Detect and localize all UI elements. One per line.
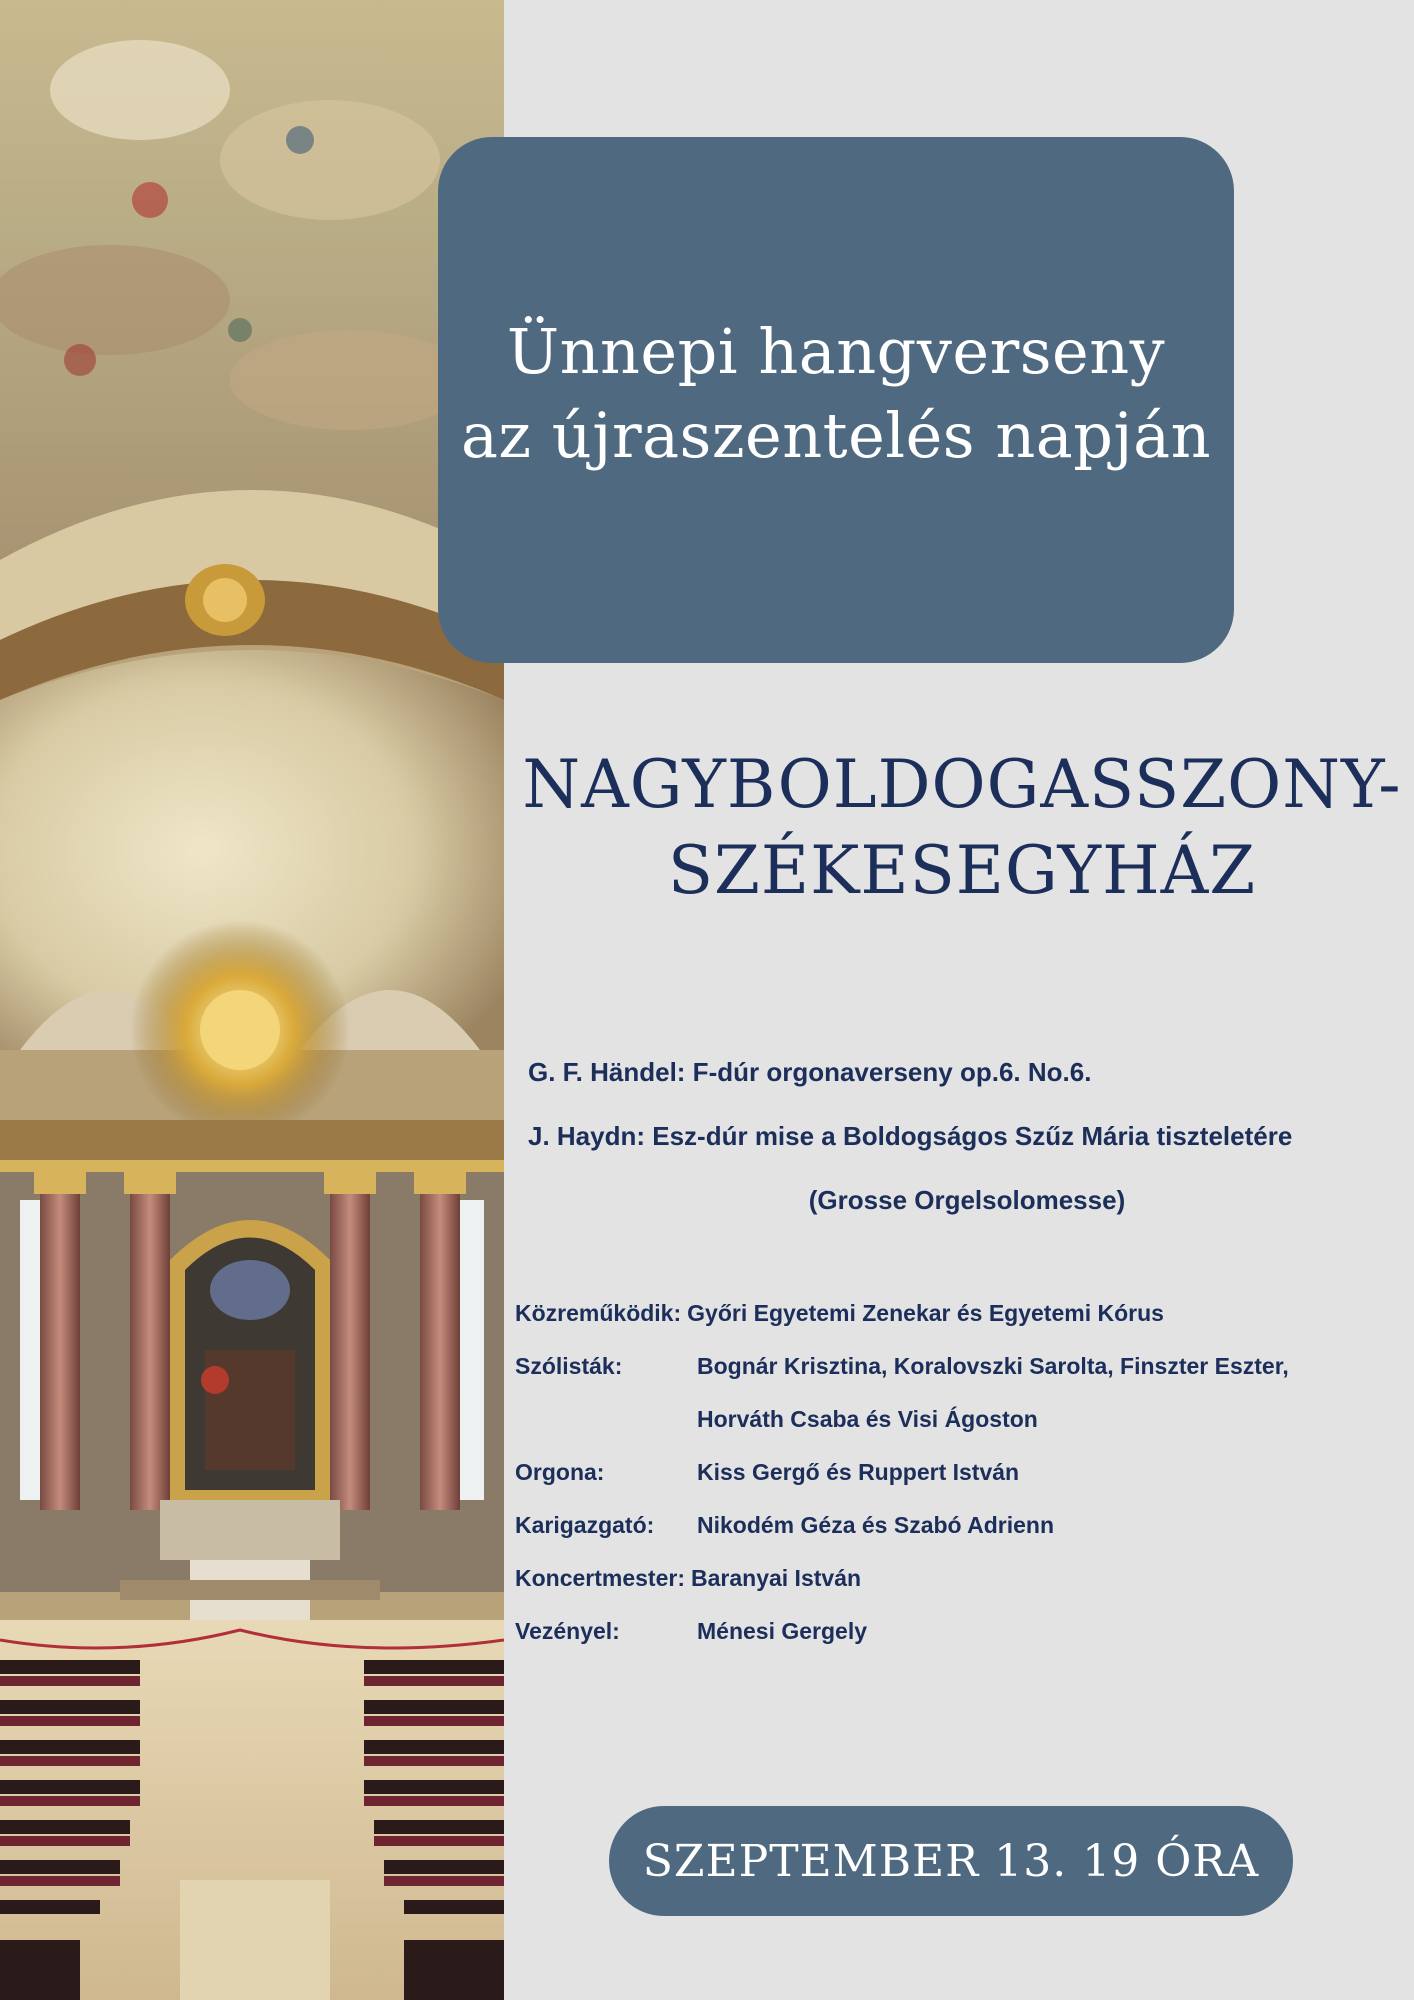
title-box	[438, 137, 1234, 663]
credit-value: Nikodém Géza és Szabó Adrienn	[697, 1512, 1055, 1538]
credit-label: Szólisták:	[515, 1353, 623, 1379]
credit-value: Kiss Gergő és Ruppert István	[697, 1459, 1020, 1485]
program-item-haydn: J. Haydn: Esz-dúr mise a Boldogságos Szűz Mária tiszteletére	[528, 1121, 1293, 1151]
credit-label: Orgona:	[515, 1459, 605, 1485]
date-text: SZEPTEMBER 13. 19 ÓRA	[642, 1835, 1260, 1887]
credit-value: Ménesi Gergely	[697, 1618, 868, 1644]
church-interior-illustration	[0, 0, 504, 2000]
credit-row-kozremukodik	[515, 1287, 1405, 1340]
credit-label: Közreműködik:	[515, 1300, 682, 1326]
church-interior-photo	[0, 0, 504, 2000]
program-item-handel: G. F. Händel: F-dúr orgonaverseny op.6. No.6.	[528, 1057, 1092, 1087]
title-line-1: Ünnepi hangverseny	[506, 315, 1166, 388]
credit-label: Karigazgató:	[515, 1512, 655, 1538]
credit-label	[515, 1393, 697, 1446]
credit-row-szolistak-cont	[515, 1393, 1405, 1446]
credit-value: Bognár Krisztina, Koralovszki Sarolta, Finszter Eszter,	[697, 1353, 1289, 1379]
program-list	[500, 1040, 1414, 1232]
title-line-2: az újraszentelés napján	[460, 399, 1212, 472]
credit-label: Vezényel:	[515, 1618, 620, 1644]
credit-value: Győri Egyetemi Zenekar és Egyetemi Kórus	[687, 1300, 1164, 1326]
date-badge	[609, 1806, 1293, 1916]
credit-row-vezenyel	[515, 1605, 1405, 1658]
credit-value: Horváth Csaba és Visi Ágoston	[697, 1406, 1038, 1432]
performers-list	[515, 1287, 1405, 1658]
credit-row-orgona	[515, 1446, 1405, 1499]
venue-heading	[520, 742, 1404, 914]
credit-row-koncertmester	[515, 1552, 1405, 1605]
venue-line-2: SZÉKESEGYHÁZ	[667, 832, 1257, 909]
credit-row-szolistak	[515, 1340, 1405, 1393]
credit-value: Baranyai István	[691, 1565, 862, 1591]
program-item-haydn-subtitle: (Grosse Orgelsolomesse)	[808, 1185, 1126, 1215]
venue-line-1: NAGYBOLDOGASSZONY-	[522, 746, 1402, 823]
credit-label: Koncertmester:	[515, 1565, 685, 1591]
credit-row-karigazgato	[515, 1499, 1405, 1552]
